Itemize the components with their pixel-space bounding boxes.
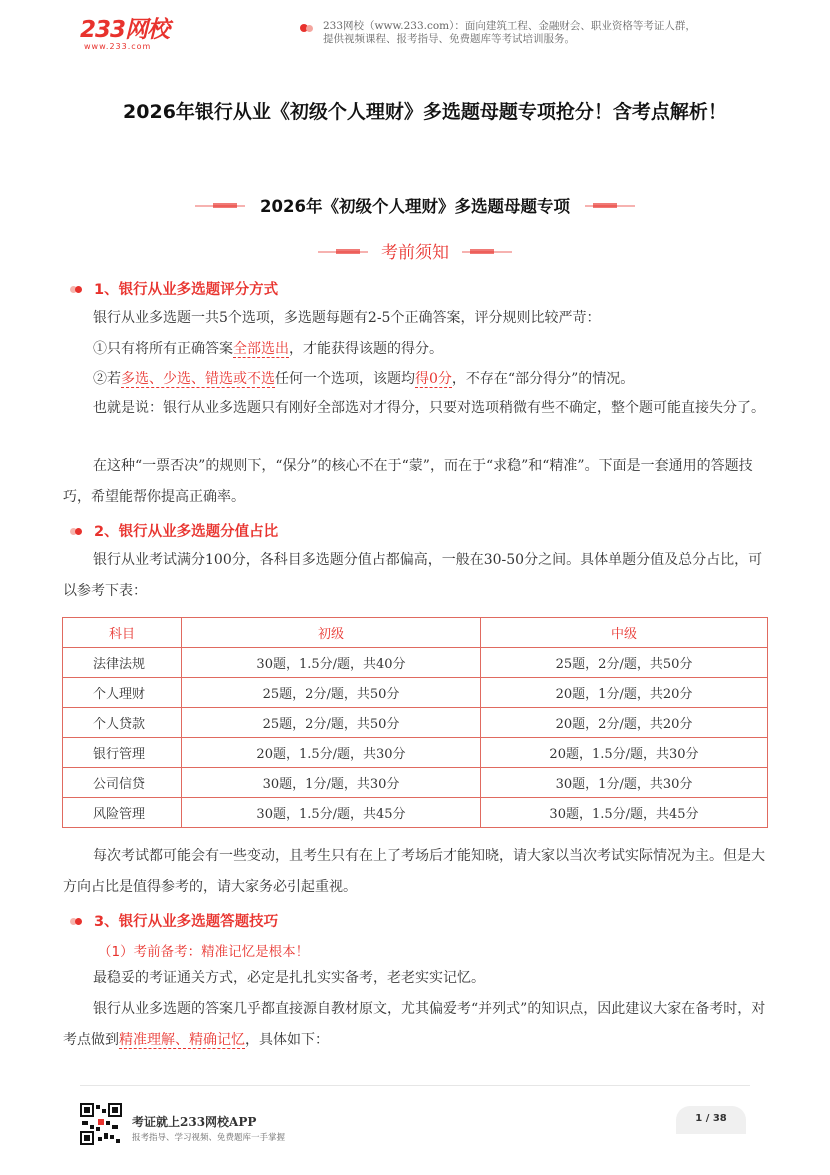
table-cell: 25题，2分/题，共50分 <box>182 708 481 738</box>
table-cell: 20题，2分/题，共20分 <box>481 708 768 738</box>
table-cell: 30题，1分/题，共30分 <box>182 768 481 798</box>
section-heading <box>70 520 278 541</box>
highlight-text: 精准理解、精确记忆 <box>119 1032 245 1048</box>
highlight-text: 得0分 <box>415 371 452 387</box>
page-title: 2026年银行从业《初级个人理财》多选题母题专项抢分！含考点解析！ <box>123 101 727 123</box>
table-cell: 30题，1.5分/题，共40分 <box>182 648 481 678</box>
table-cell: 30题，1.5分/题，共45分 <box>182 798 481 828</box>
header-note <box>323 20 753 46</box>
paragraph-text: ②若 <box>93 371 121 387</box>
bullet-dots-icon <box>70 918 84 926</box>
column-header: 初级 <box>182 618 481 648</box>
table-cell: 个人理财 <box>63 678 182 708</box>
left-divider-ornament-icon <box>195 200 245 210</box>
bullet-dots-icon <box>70 286 84 294</box>
table-cell: 20题，1.5分/题，共30分 <box>481 738 768 768</box>
notice-row <box>0 238 830 263</box>
paragraph-text: ①只有将所有正确答案 <box>93 341 233 357</box>
table-cell: 公司信贷 <box>63 768 182 798</box>
table-row <box>63 768 768 798</box>
section-heading <box>70 910 278 931</box>
column-header: 科目 <box>63 618 182 648</box>
footer-title: 考证就上233网校APP <box>132 1115 257 1129</box>
footer-subtitle: 报考指导、学习视频、免费题库一手掌握 <box>132 1133 286 1143</box>
table-cell: 25题，2分/题，共50分 <box>182 678 481 708</box>
section-heading <box>70 278 278 299</box>
paragraph-text: ，才能获得该题的得分。 <box>289 341 443 357</box>
paragraph <box>63 364 768 395</box>
paragraph-text: 在这种“一票否决”的规则下，“保分”的核心不在于“蒙”，而在于“求稳”和“精准”。下面是一套通用的答题技巧，希望能帮你提高正确率。 <box>63 458 753 505</box>
paragraph <box>63 994 768 1056</box>
table-cell: 30题，1分/题，共30分 <box>481 768 768 798</box>
paragraph-text: 每次考试都可能会有一些变动，且考生只有在上了考场后才能知晓，请大家以当次考试实际情况为主。但是大方向占比是值得参考的，请大家务必引起重视。 <box>63 848 765 895</box>
paragraph <box>63 545 768 607</box>
sub-heading: （1）考前备考：精准记忆是根本！ <box>98 944 310 960</box>
footer-divider <box>80 1085 750 1086</box>
paragraph <box>63 334 768 365</box>
table-header-row <box>63 618 768 648</box>
score-table <box>62 617 768 828</box>
section-heading-text: 3、银行从业多选题答题技巧 <box>94 914 279 930</box>
paragraph <box>63 451 768 513</box>
subtitle-row <box>0 193 830 217</box>
paragraph <box>63 841 768 903</box>
table-cell: 20题，1.5分/题，共30分 <box>182 738 481 768</box>
logo-url: www.233.com <box>84 42 152 51</box>
paragraph-text: 任何一个选项，该题均 <box>275 371 415 387</box>
bullet-dots-icon <box>70 528 84 536</box>
table-row <box>63 798 768 828</box>
table-row <box>63 678 768 708</box>
section-heading-text: 1、银行从业多选题评分方式 <box>94 282 279 298</box>
highlight-text: 多选、少选、错选或不选 <box>121 371 275 387</box>
paragraph-text: 银行从业多选题的答案几乎都直接源自教材原文，尤其偏爱考“并列式”的知识点，因此建议大家在备考时，对考点做到 <box>63 1001 766 1048</box>
section-heading-text: 2、银行从业多选题分值占比 <box>94 524 279 540</box>
paragraph <box>63 303 768 334</box>
table-row <box>63 648 768 678</box>
paragraph-text: 银行从业考试满分100分，各科目多选题分值占都偏高，一般在30-50分之间。具体单题分值及总分占比，可以参考下表： <box>63 552 763 599</box>
paragraph-text: 银行从业多选题一共5个选项，多选题每题有2-5个正确答案，评分规则比较严苛： <box>93 310 601 326</box>
right-divider-ornament-icon <box>585 200 635 210</box>
subtitle: 2026年《初级个人理财》多选题母题专项 <box>260 197 570 216</box>
qr-code-icon[interactable] <box>80 1103 122 1145</box>
table-cell: 法律法规 <box>63 648 182 678</box>
logo-text: 233网校 <box>80 17 170 43</box>
paragraph-text: ，不存在“部分得分”的情况。 <box>451 371 635 387</box>
table-cell: 30题，1.5分/题，共45分 <box>481 798 768 828</box>
left-divider-ornament-icon <box>318 246 368 256</box>
table-row <box>63 708 768 738</box>
highlight-text: 全部选出 <box>233 341 289 357</box>
notice-heading: 考前须知 <box>381 243 449 263</box>
brand-logo[interactable] <box>80 18 169 51</box>
table-row <box>63 738 768 768</box>
paragraph-text: 最稳妥的考证通关方式，必定是扎扎实实备考，老老实实记忆。 <box>93 970 485 986</box>
paragraph-text: 也就是说：银行从业多选题只有刚好全部选对才得分，只要对选项稍微有些不确定，整个题可能直接失分了。 <box>93 400 765 416</box>
right-divider-ornament-icon <box>462 246 512 256</box>
table-cell: 个人贷款 <box>63 708 182 738</box>
paragraph <box>63 393 768 424</box>
table-cell: 20题，1分/题，共20分 <box>481 678 768 708</box>
header-note-line: 233网校（www.233.com）：面向建筑工程、金融财会、职业资格等考证人群， <box>323 20 696 32</box>
table-cell: 风险管理 <box>63 798 182 828</box>
paragraph <box>63 963 768 994</box>
page-number: 1 / 38 <box>676 1106 746 1134</box>
table-cell: 银行管理 <box>63 738 182 768</box>
column-header: 中级 <box>481 618 768 648</box>
table-cell: 25题，2分/题，共50分 <box>481 648 768 678</box>
page-header <box>0 0 830 60</box>
header-note-line: 提供视频课程、报考指导、免费题库等考试培训服务。 <box>323 33 575 45</box>
paragraph-text: ，具体如下： <box>245 1032 329 1048</box>
